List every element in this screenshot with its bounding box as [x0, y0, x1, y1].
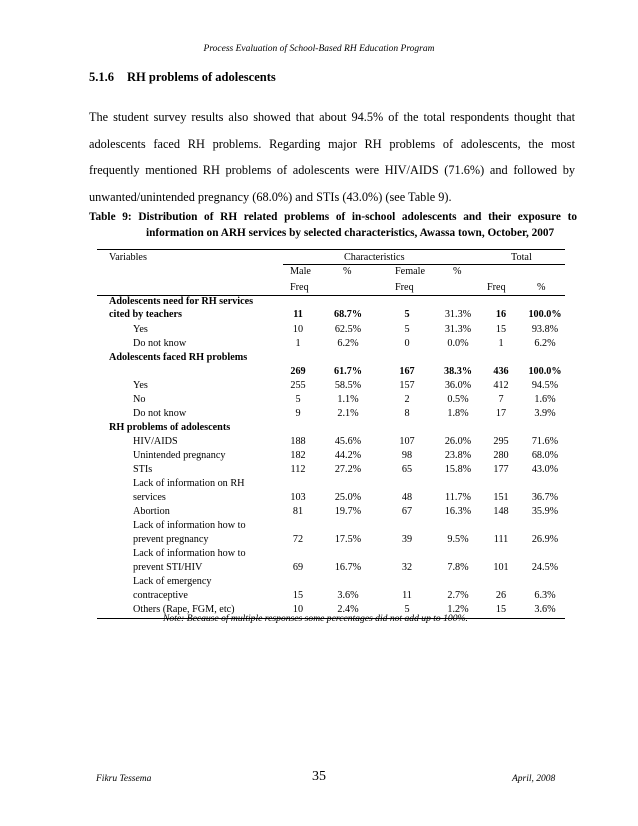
- cell-female-pct: 31.3%: [444, 324, 472, 335]
- table-row: [97, 380, 565, 394]
- cell-male-pct: 3.6%: [337, 590, 359, 601]
- paragraph-line: adolescents faced RH problems. Regarding major RH problems of adolescents, the most: [89, 136, 575, 151]
- cell-female-pct: 31.3%: [444, 309, 472, 320]
- cell-total-pct: 71.6%: [531, 436, 559, 447]
- cell-total-pct: 6.3%: [534, 590, 556, 601]
- cell-male-freq: 81: [292, 506, 304, 517]
- cell-male-freq: 255: [290, 380, 306, 391]
- cell-male-pct: 1.1%: [337, 394, 359, 405]
- row-label: Lack of emergency: [133, 576, 212, 587]
- cell-total-freq: 17: [495, 408, 507, 419]
- cell-female-pct: 2.7%: [447, 590, 469, 601]
- cell-female-pct: 36.0%: [444, 380, 472, 391]
- cell-male-freq: 9: [295, 408, 301, 419]
- cell-total-pct: 36.7%: [531, 492, 559, 503]
- cell-total-freq: 295: [493, 436, 509, 447]
- cell-male-pct: 68.7%: [333, 309, 362, 320]
- cell-total-freq: 16: [495, 309, 507, 320]
- cell-female-freq: 0: [404, 338, 410, 349]
- header-female-pct: %: [453, 266, 462, 277]
- cell-total-pct: 93.8%: [531, 324, 559, 335]
- row-label: Abortion: [133, 506, 170, 517]
- row-label: prevent STI/HIV: [133, 562, 203, 573]
- cell-male-freq: 112: [290, 464, 306, 475]
- header-male: Male: [290, 266, 311, 277]
- cell-female-freq: 32: [401, 562, 413, 573]
- cell-female-freq: 98: [401, 450, 413, 461]
- cell-total-pct: 3.6%: [534, 604, 556, 615]
- row-label: contraceptive: [133, 590, 188, 601]
- table-row: [97, 408, 565, 422]
- row-label: cited by teachers: [109, 309, 182, 320]
- cell-female-pct: 0.0%: [447, 338, 469, 349]
- table-row: [97, 520, 565, 534]
- header-total-freq: Freq: [487, 282, 506, 293]
- cell-male-pct: 25.0%: [334, 492, 362, 503]
- table-row: [97, 534, 565, 548]
- row-label: Others (Rape, FGM, etc): [133, 604, 235, 615]
- cell-male-pct: 16.7%: [334, 562, 362, 573]
- cell-total-freq: 436: [493, 366, 509, 377]
- cell-total-pct: 43.0%: [531, 464, 559, 475]
- row-label: Do not know: [133, 408, 187, 419]
- cell-total-freq: 15: [495, 324, 507, 335]
- cell-male-freq: 103: [290, 492, 306, 503]
- cell-female-freq: 39: [401, 534, 413, 545]
- table-row: [97, 394, 565, 408]
- cell-total-pct: 100.0%: [528, 309, 562, 320]
- section-number: 5.1.6: [89, 70, 114, 84]
- cell-female-pct: 23.8%: [444, 450, 472, 461]
- body-paragraph: [89, 104, 575, 211]
- cell-total-pct: 68.0%: [531, 450, 559, 461]
- page-number: 35: [312, 769, 326, 784]
- cell-female-pct: 9.5%: [447, 534, 469, 545]
- cell-total-freq: 101: [493, 562, 509, 573]
- table-row: [97, 464, 565, 478]
- caption-line-1: Table 9: Distribution of RH related problems of in-school adolescents and their exposure to: [89, 211, 577, 223]
- header-female: Female: [395, 266, 425, 277]
- row-label: Adolescents faced RH problems: [109, 352, 248, 363]
- cell-female-freq: 2: [404, 394, 410, 405]
- cell-female-pct: 0.5%: [447, 394, 469, 405]
- cell-female-freq: 48: [401, 492, 413, 503]
- section-heading: [89, 70, 276, 85]
- cell-total-pct: 1.6%: [534, 394, 556, 405]
- cell-total-pct: 26.9%: [531, 534, 559, 545]
- cell-male-freq: 188: [290, 436, 306, 447]
- cell-female-pct: 26.0%: [444, 436, 472, 447]
- cell-female-freq: 5: [404, 604, 410, 615]
- cell-female-freq: 167: [399, 366, 415, 377]
- cell-female-freq: 8: [404, 408, 410, 419]
- table-row: [97, 309, 565, 323]
- cell-total-freq: 111: [493, 534, 509, 545]
- cell-male-freq: 11: [293, 309, 303, 320]
- row-label: Lack of information on RH: [133, 478, 245, 489]
- row-label: STIs: [133, 464, 153, 475]
- cell-female-pct: 7.8%: [447, 562, 469, 573]
- header-total-pct: %: [537, 282, 546, 293]
- table-row: [97, 548, 565, 562]
- cell-total-pct: 3.9%: [534, 408, 556, 419]
- table-row: [97, 506, 565, 520]
- row-label: Adolescents need for RH services: [109, 296, 254, 307]
- cell-male-pct: 45.6%: [334, 436, 362, 447]
- table-row: [97, 478, 565, 492]
- table-top-rule: [97, 249, 565, 250]
- header-total: Total: [511, 252, 532, 263]
- cell-male-freq: 1: [295, 338, 301, 349]
- footer-author: Fikru Tessema: [96, 774, 152, 784]
- cell-male-pct: 19.7%: [334, 506, 362, 517]
- cell-male-freq: 72: [292, 534, 304, 545]
- cell-female-pct: 11.7%: [445, 492, 471, 503]
- cell-female-pct: 38.3%: [443, 366, 472, 377]
- cell-total-freq: 7: [498, 394, 504, 405]
- row-label: Lack of information how to: [133, 520, 246, 531]
- cell-total-freq: 26: [495, 590, 507, 601]
- paragraph-line: unwanted/unintended pregnancy (68.0%) and STIs (43.0%) (see Table 9).: [89, 190, 452, 205]
- cell-female-freq: 65: [401, 464, 413, 475]
- table-note: Note: Because of multiple responses some percentages did not add up to 100%.: [163, 613, 468, 624]
- row-label: services: [133, 492, 166, 503]
- table-row: [97, 366, 565, 380]
- row-label: RH problems of adolescents: [109, 422, 231, 433]
- cell-male-freq: 15: [292, 590, 304, 601]
- cell-male-freq: 10: [292, 604, 304, 615]
- cell-female-freq: 157: [399, 380, 415, 391]
- cell-male-freq: 5: [295, 394, 301, 405]
- cell-total-pct: 100.0%: [528, 366, 562, 377]
- header-characteristics: Characteristics: [344, 252, 405, 263]
- table-row: [97, 576, 565, 590]
- cell-male-pct: 61.7%: [333, 366, 362, 377]
- table-row: [97, 296, 565, 310]
- cell-male-pct: 6.2%: [337, 338, 359, 349]
- cell-male-pct: 44.2%: [334, 450, 362, 461]
- table-row: [97, 436, 565, 450]
- table-row: [97, 590, 565, 604]
- header-sub-rule: [283, 264, 565, 265]
- row-label: HIV/AIDS: [133, 436, 178, 447]
- cell-male-pct: 17.5%: [334, 534, 362, 545]
- cell-male-pct: 27.2%: [334, 464, 362, 475]
- cell-male-freq: 10: [292, 324, 304, 335]
- footer-date: April, 2008: [512, 774, 556, 784]
- row-label: Yes: [133, 324, 148, 335]
- cell-female-freq: 67: [401, 506, 413, 517]
- cell-female-pct: 16.3%: [444, 506, 472, 517]
- cell-female-pct: 1.8%: [447, 408, 469, 419]
- cell-total-freq: 280: [493, 450, 509, 461]
- cell-male-pct: 2.4%: [337, 604, 359, 615]
- header-female-freq: Freq: [395, 282, 414, 293]
- table-caption: [89, 209, 577, 241]
- cell-female-pct: 1.2%: [447, 604, 469, 615]
- row-label: Unintended pregnancy: [133, 450, 226, 461]
- cell-total-freq: 148: [493, 506, 509, 517]
- cell-male-freq: 182: [290, 450, 306, 461]
- cell-female-pct: 15.8%: [444, 464, 472, 475]
- table-row: [97, 422, 565, 436]
- section-title: RH problems of adolescents: [127, 70, 276, 84]
- cell-female-freq: 11: [402, 590, 412, 601]
- row-label: Do not know: [133, 338, 187, 349]
- row-label: No: [133, 394, 146, 405]
- caption-line-2: information on ARH services by selected characteristics, Awassa town, October, 2007: [146, 227, 555, 239]
- cell-male-freq: 269: [290, 366, 306, 377]
- header-male-freq: Freq: [290, 282, 309, 293]
- cell-female-freq: 5: [404, 324, 410, 335]
- row-label: Yes: [133, 380, 148, 391]
- table-row: [97, 338, 565, 352]
- table-row: [97, 324, 565, 338]
- table-row: [97, 492, 565, 506]
- table-row: [97, 352, 565, 366]
- row-label: prevent pregnancy: [133, 534, 209, 545]
- cell-male-pct: 2.1%: [337, 408, 359, 419]
- header-variables: Variables: [109, 252, 147, 263]
- cell-female-freq: 5: [404, 309, 410, 320]
- cell-female-freq: 107: [399, 436, 415, 447]
- cell-total-freq: 1: [498, 338, 504, 349]
- cell-total-freq: 151: [493, 492, 509, 503]
- cell-total-freq: 412: [493, 380, 509, 391]
- paragraph-line: The student survey results also showed that about 94.5% of the total respondents thought that: [89, 110, 575, 124]
- row-label: Lack of information how to: [133, 548, 246, 559]
- cell-male-freq: 69: [292, 562, 304, 573]
- running-header: Process Evaluation of School-Based RH Education Program: [203, 44, 435, 54]
- paragraph-line: frequently mentioned RH problems of adolescents were HIV/AIDS (71.6%) and followed by: [89, 163, 575, 178]
- cell-male-pct: 58.5%: [334, 380, 362, 391]
- table-row: [97, 562, 565, 576]
- cell-total-pct: 6.2%: [534, 338, 556, 349]
- cell-total-pct: 24.5%: [531, 562, 559, 573]
- cell-total-freq: 177: [493, 464, 509, 475]
- header-male-pct: %: [343, 266, 352, 277]
- cell-total-pct: 35.9%: [531, 506, 559, 517]
- table-row: [97, 450, 565, 464]
- cell-total-pct: 94.5%: [531, 380, 559, 391]
- cell-male-pct: 62.5%: [334, 324, 362, 335]
- cell-total-freq: 15: [495, 604, 507, 615]
